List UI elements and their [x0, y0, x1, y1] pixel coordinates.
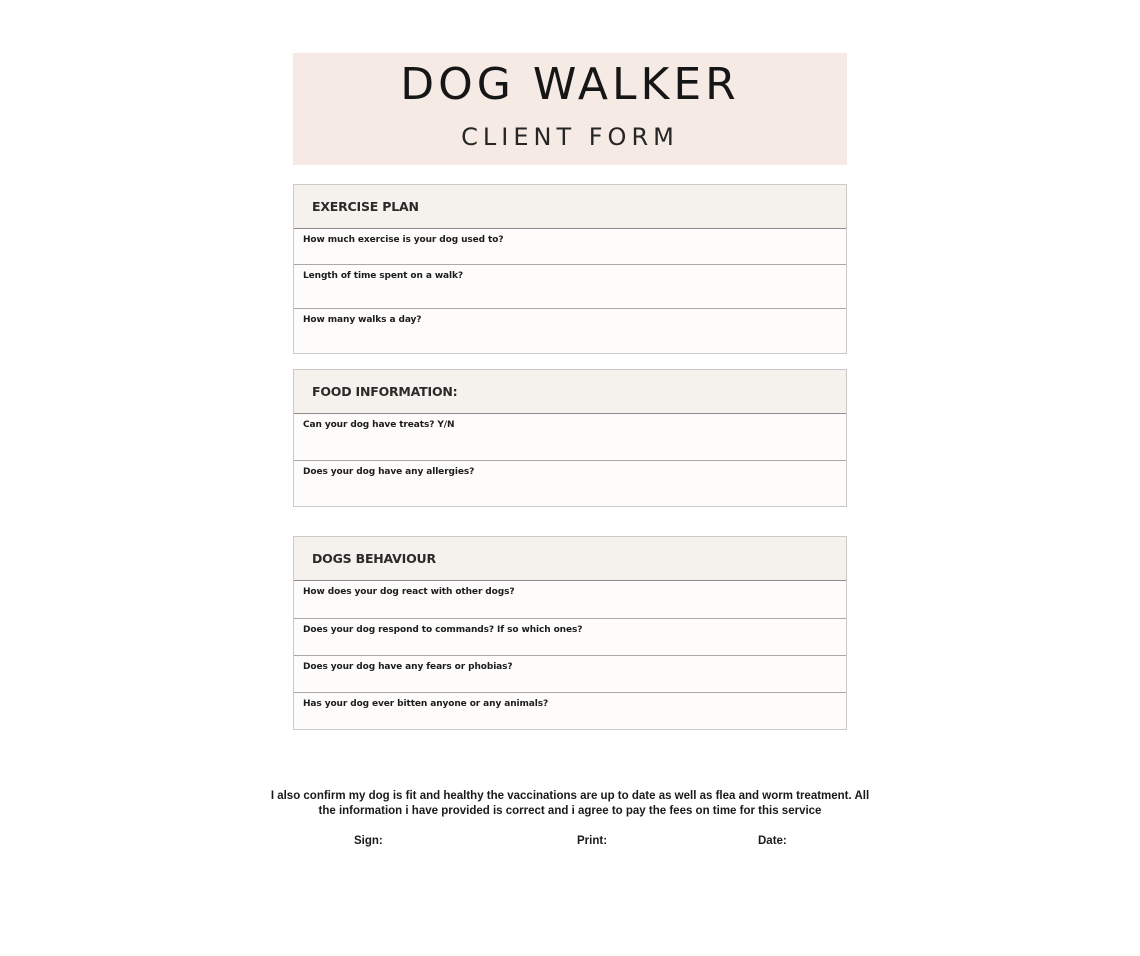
section-title: FOOD INFORMATION:	[312, 384, 458, 399]
section-exercise-plan	[293, 184, 847, 354]
answer-field-bitten[interactable]	[294, 693, 846, 730]
form-subtitle: CLIENT FORM	[461, 123, 679, 151]
form-header	[293, 53, 847, 165]
answer-field-fears[interactable]	[294, 656, 846, 693]
date-label: Date:	[758, 835, 787, 847]
section-title: DOGS BEHAVIOUR	[312, 551, 436, 566]
confirmation-line-2: the information i have provided is correct and i agree to pay the fees on time for this service	[318, 805, 822, 817]
answer-field-walks-per-day[interactable]	[294, 309, 846, 353]
sign-label: Sign:	[354, 835, 383, 847]
confirmation-line-1: I also confirm my dog is fit and healthy the vaccinations are up to date as well as flea and worm treatment. All	[270, 790, 870, 802]
question-label: Length of time spent on a walk?	[303, 271, 464, 281]
form-title: DOG WALKER	[400, 59, 740, 110]
question-label: Has your dog ever bitten anyone or any animals?	[303, 699, 549, 709]
question-label: Does your dog respond to commands? If so which ones?	[303, 625, 583, 635]
question-label: Does your dog have any allergies?	[303, 467, 475, 477]
print-label: Print:	[577, 835, 608, 847]
question-label: How much exercise is your dog used to?	[303, 235, 504, 245]
section-dogs-behaviour	[293, 536, 847, 730]
answer-field-treats[interactable]	[294, 414, 846, 461]
section-header	[294, 370, 846, 414]
question-label: Can your dog have treats? Y/N	[303, 420, 455, 430]
question-label: How many walks a day?	[303, 315, 422, 325]
section-header	[294, 185, 846, 229]
answer-field-commands[interactable]	[294, 619, 846, 656]
answer-field-allergies[interactable]	[294, 461, 846, 506]
answer-field-walk-length[interactable]	[294, 265, 846, 309]
confirmation-statement	[270, 789, 870, 819]
answer-field-other-dogs[interactable]	[294, 581, 846, 619]
question-label: Does your dog have any fears or phobias?	[303, 662, 513, 672]
section-food-information	[293, 369, 847, 507]
question-label: How does your dog react with other dogs?	[303, 587, 515, 597]
section-title: EXERCISE PLAN	[312, 199, 419, 214]
answer-field-exercise-amount[interactable]	[294, 229, 846, 265]
section-header	[294, 537, 846, 581]
